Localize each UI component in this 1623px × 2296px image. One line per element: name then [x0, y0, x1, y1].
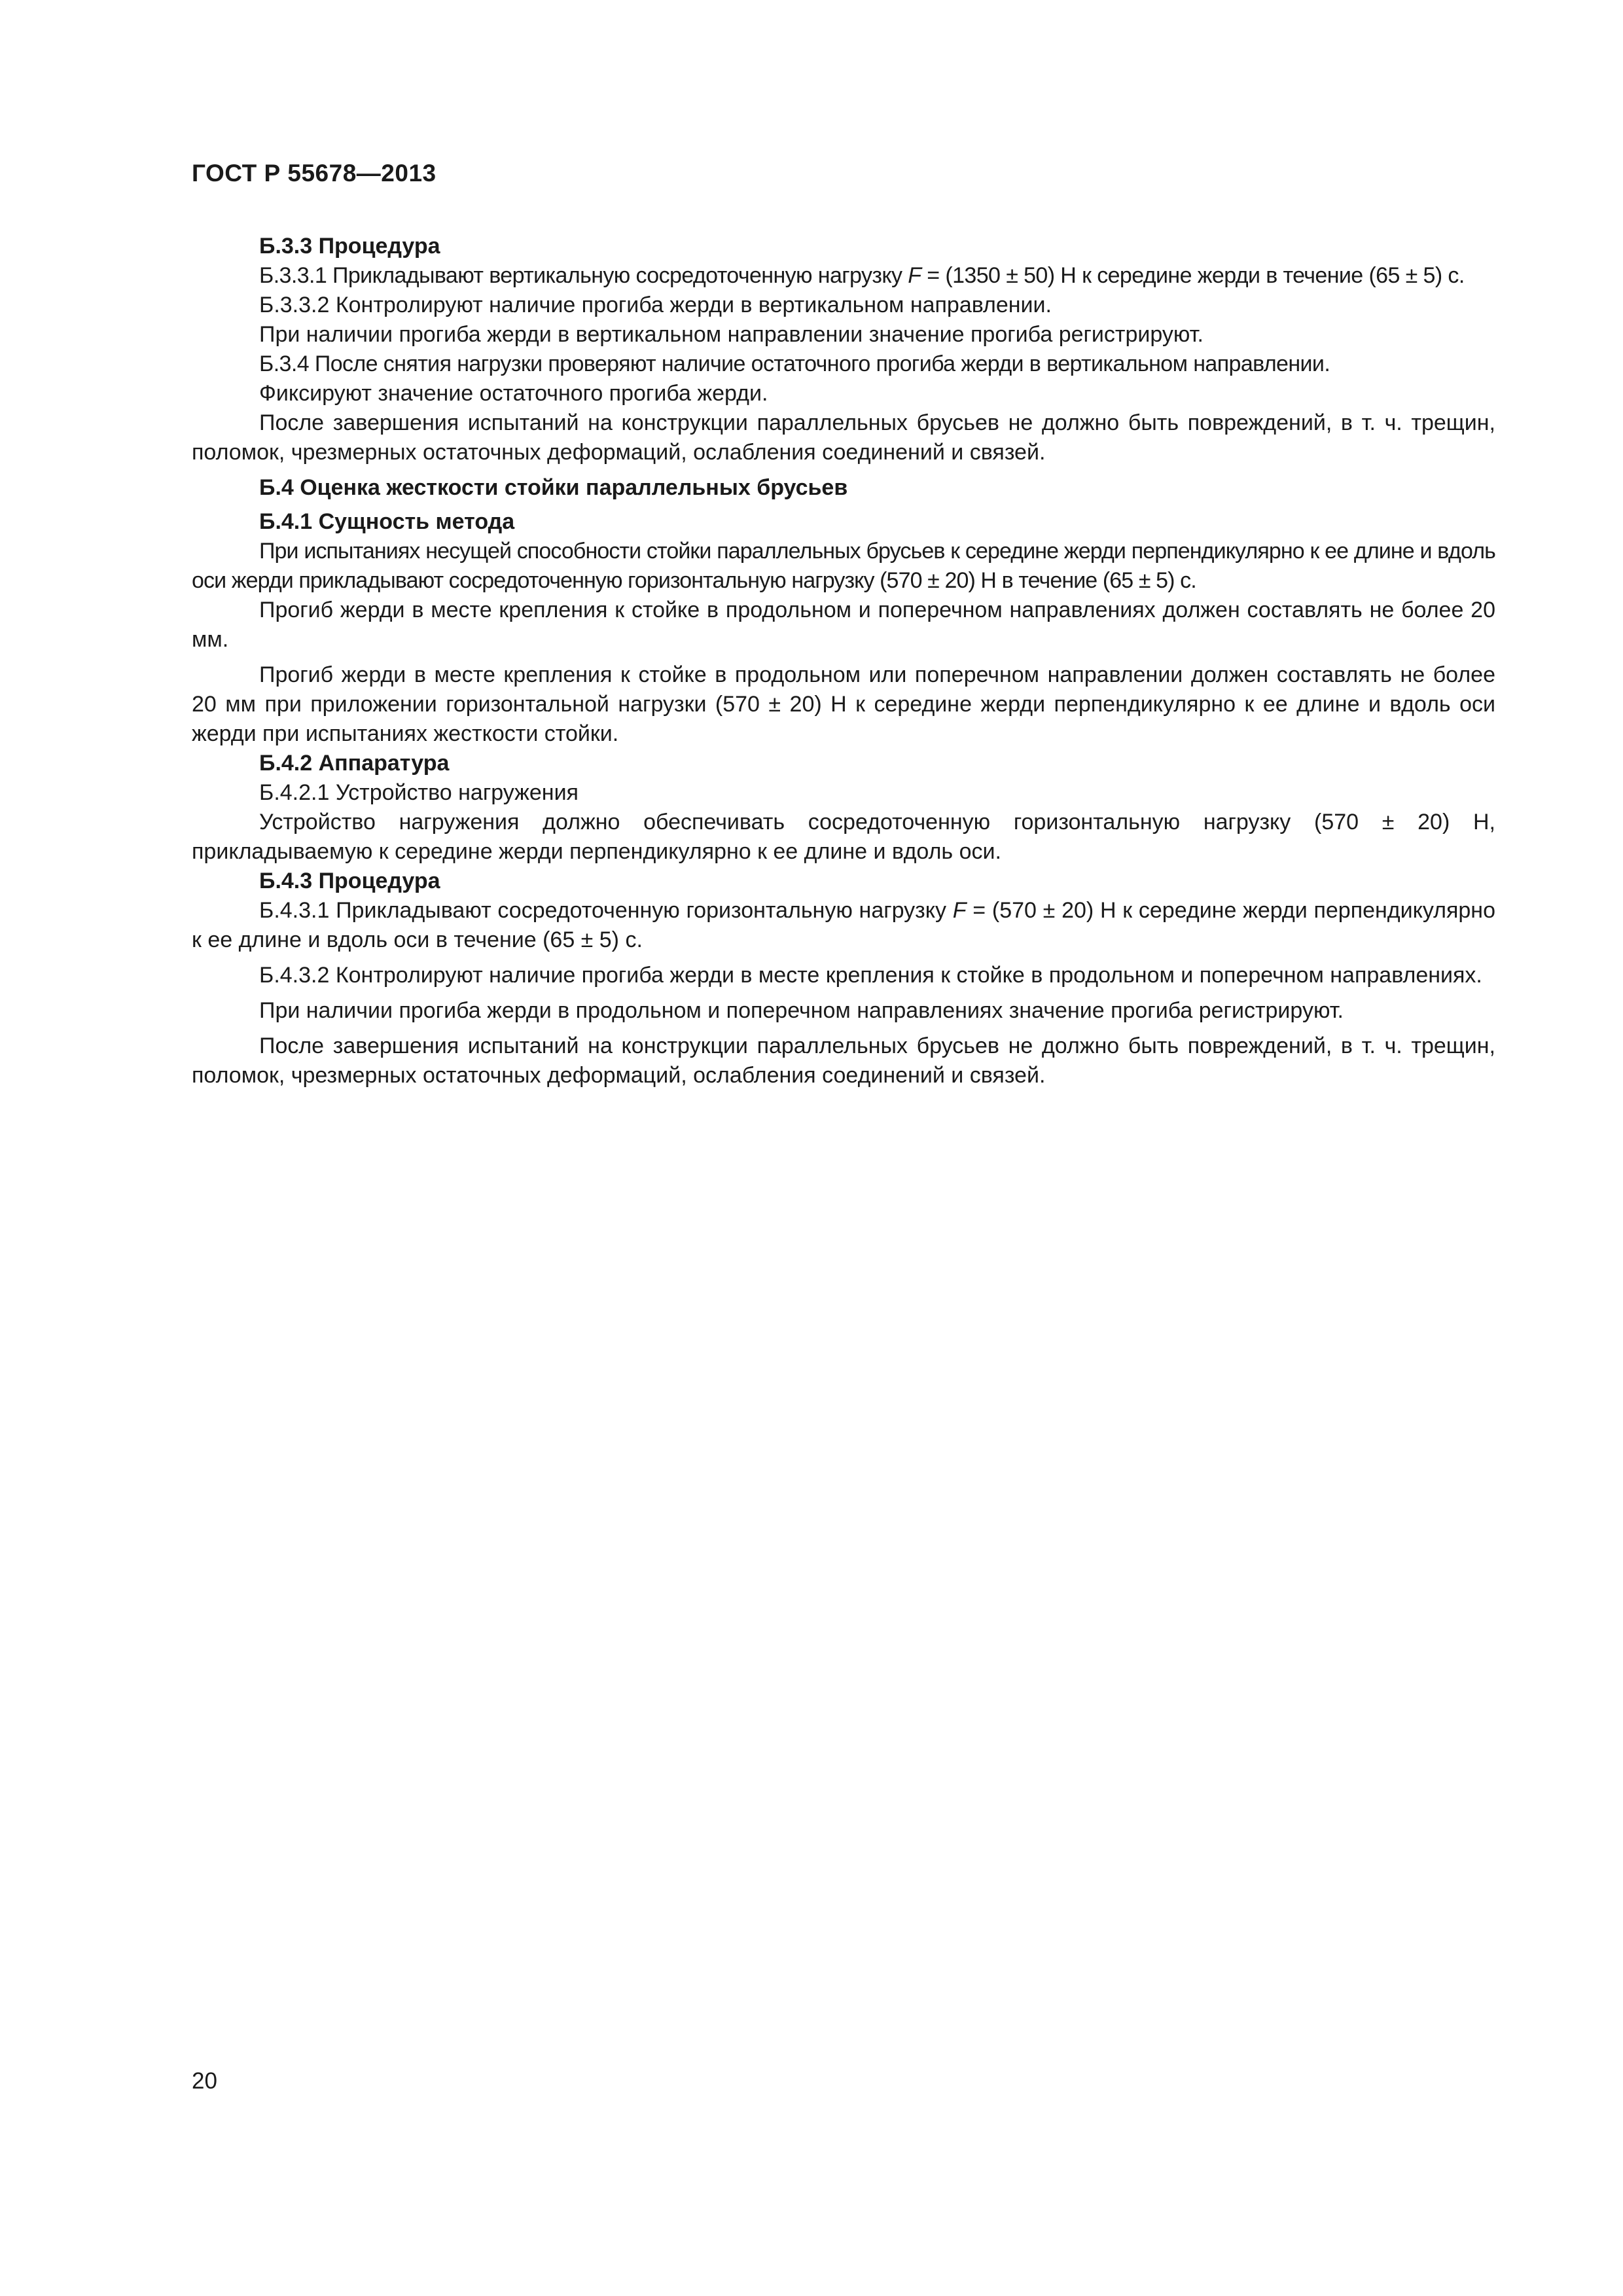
- section-heading-b41: Б.4.1 Сущность метода: [259, 509, 515, 534]
- section-heading-b33: Б.3.3 Процедура: [259, 234, 440, 259]
- paragraph: При наличии прогиба жерди в вертикальном направлении значение прогиба регистрируют.: [259, 322, 1204, 347]
- section-heading-b43: Б.4.3 Процедура: [259, 869, 440, 893]
- paragraph-b432: Б.4.3.2 Контролируют наличие прогиба жерди в месте крепления к стойке в продольном и поперечном направлениях.: [259, 963, 1482, 988]
- paragraph: При испытаниях несущей способности стойки параллельных брусьев к середине жерди перпендикулярно к ее длине и вдоль оси жерди прикладывают сосредоточенную горизонтальную нагрузку (570 ± 20) Н в течение (65 ± 5) с.: [192, 539, 1495, 593]
- paragraph: Прогиб жерди в месте крепления к стойке в продольном и поперечном направлениях должен составлять не более 20 мм.: [192, 598, 1495, 652]
- paragraph-b421: Б.4.2.1 Устройство нагружения: [259, 780, 579, 805]
- page-number: 20: [192, 2068, 217, 2094]
- variable-f: F: [908, 263, 921, 288]
- paragraph-b34: Б.3.4 После снятия нагрузки проверяют наличие остаточного прогиба жерди в вертикальном направлении.: [259, 351, 1330, 376]
- paragraph-b332: Б.3.3.2 Контролируют наличие прогиба жерди в вертикальном направлении.: [259, 293, 1052, 317]
- document-body: [192, 232, 1495, 1090]
- document-header: ГОСТ Р 55678—2013: [192, 160, 437, 187]
- section-heading-b4: Б.4 Оценка жесткости стойки параллельных брусьев: [259, 475, 848, 500]
- paragraph: После завершения испытаний на конструкции параллельных брусьев не должно быть повреждений, в т. ч. трещин, поломок, чрезмерных остаточных деформаций, ослабления соединений и связей.: [192, 1033, 1495, 1088]
- paragraph: При наличии прогиба жерди в продольном и поперечном направлениях значение прогиба регистрируют.: [259, 998, 1344, 1023]
- variable-f: F: [952, 898, 967, 923]
- paragraph: Фиксируют значение остаточного прогиба жерди.: [259, 381, 768, 406]
- paragraph: После завершения испытаний на конструкции параллельных брусьев не должно быть повреждений, в т. ч. трещин, поломок, чрезмерных остаточных деформаций, ослабления соединений и связей.: [192, 410, 1495, 465]
- paragraph: Устройство нагружения должно обеспечивать сосредоточенную горизонтальную нагрузку (570 ± 20) Н, прикладываемую к середине жерди перпендикулярно к ее длине и вдоль оси.: [192, 810, 1495, 864]
- paragraph-b331: Б.3.3.1 Прикладывают вертикальную сосредоточенную нагрузку F = (1350 ± 50) Н к середине жерди в течение (65 ± 5) с.: [259, 263, 1465, 288]
- paragraph: Прогиб жерди в месте крепления к стойке в продольном или поперечном направлении должен составлять не более 20 мм при приложении горизонтальной нагрузки (570 ± 20) Н к середине жерди перпендикулярно к ее длине и вдоль оси жерди при испытаниях жесткости стойки.: [192, 662, 1495, 746]
- paragraph-b431: Б.4.3.1 Прикладывают сосредоточенную горизонтальную нагрузку F = (570 ± 20) Н к середине жерди перпендикулярно к ее длине и вдоль оси в течение (65 ± 5) с.: [192, 898, 1495, 952]
- section-heading-b42: Б.4.2 Аппаратура: [259, 751, 450, 776]
